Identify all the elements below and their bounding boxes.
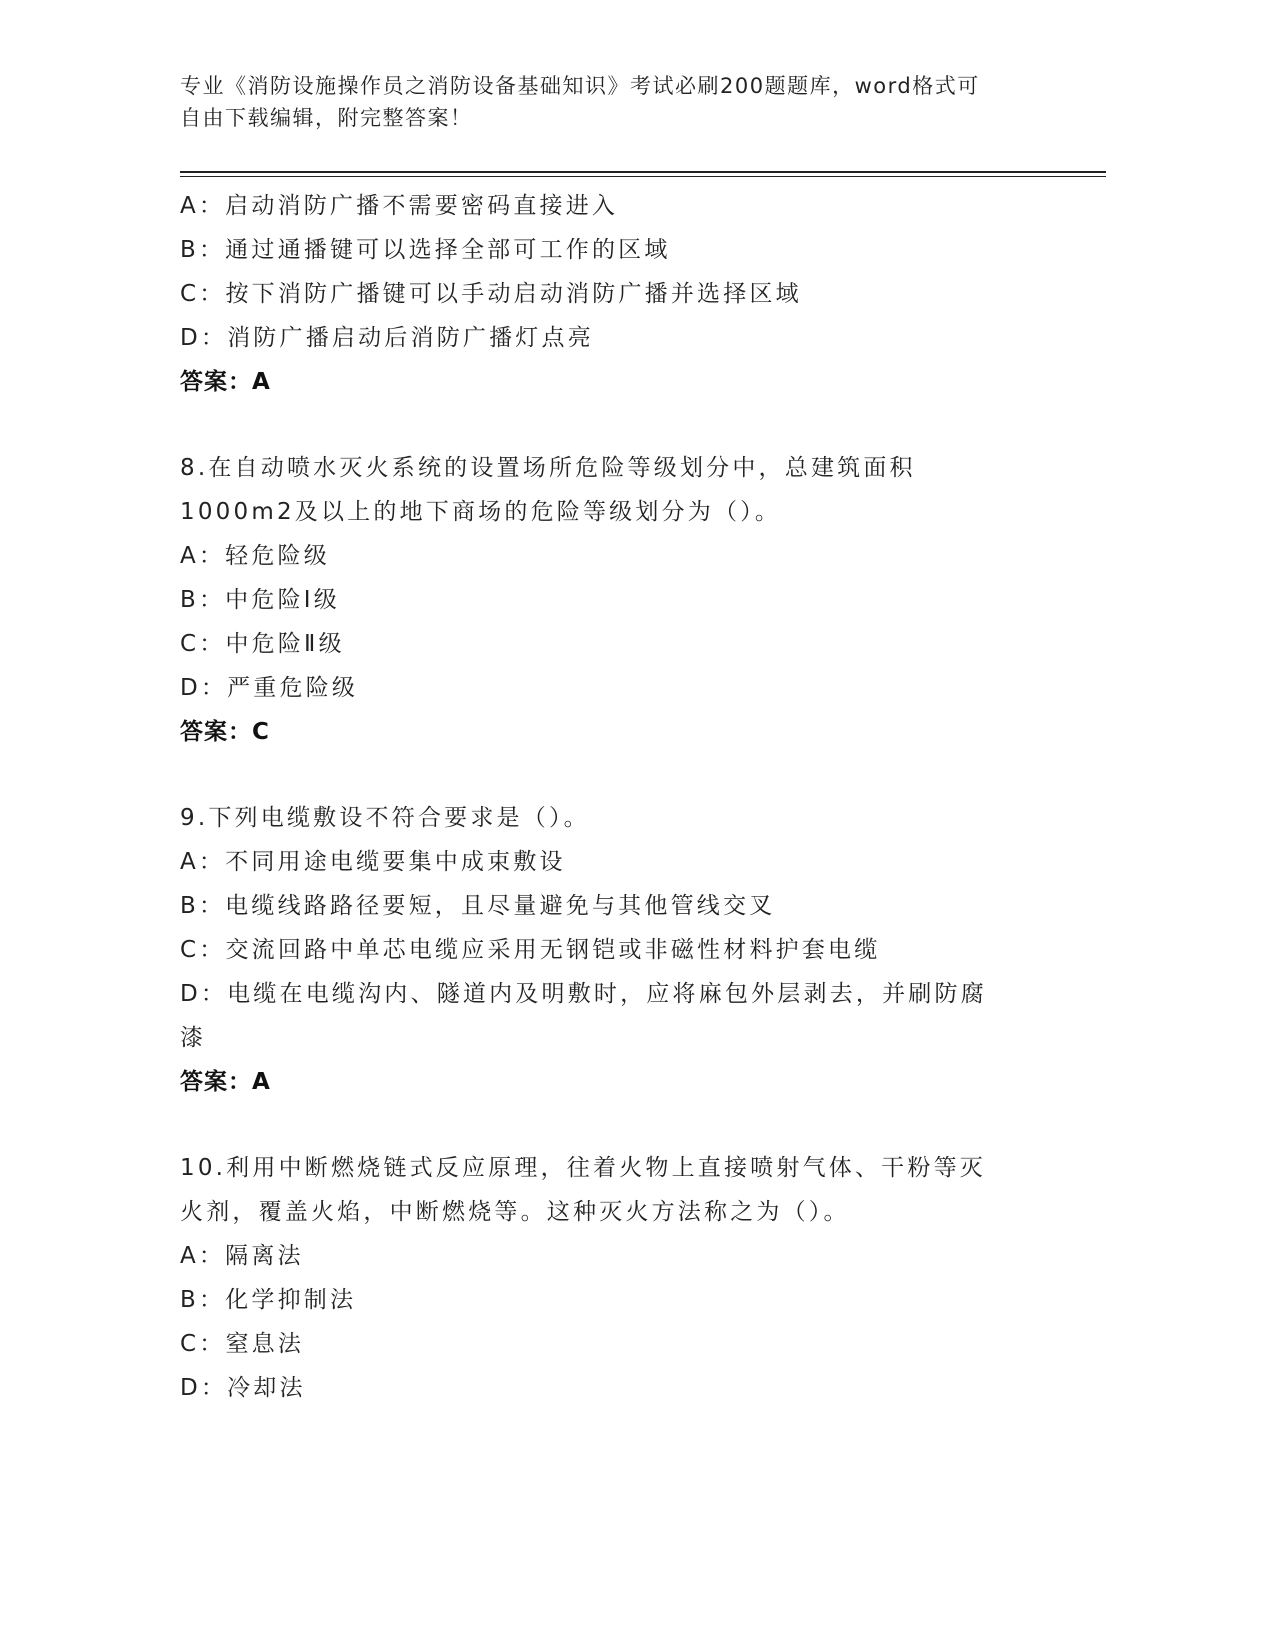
q8-stem-line-2: 1000m2及以上的地下商场的危险等级划分为（）。 <box>180 499 782 525</box>
question-7 <box>180 184 1050 404</box>
q9-answer: 答案：A <box>180 1069 271 1095</box>
q9-option-a: A：不同用途电缆要集中成束敷设 <box>180 849 566 875</box>
q9-option-d-continued: 漆 <box>180 1025 207 1051</box>
question-10 <box>180 1146 1050 1410</box>
q8-option-c: C：中危险Ⅱ级 <box>180 631 345 657</box>
question-8 <box>180 446 1050 754</box>
q8-option-d: D：严重危险级 <box>180 675 359 701</box>
q7-option-a: A：启动消防广播不需要密码直接进入 <box>180 193 619 219</box>
header-divider-thick <box>180 171 1106 173</box>
header-line-2: 自由下载编辑，附完整答案！ <box>180 106 473 130</box>
q8-answer: 答案：C <box>180 719 270 745</box>
q8-option-b: B：中危险Ⅰ级 <box>180 587 340 613</box>
question-9 <box>180 796 1050 1104</box>
q10-option-c: C：窒息法 <box>180 1331 305 1357</box>
q10-option-a: A：隔离法 <box>180 1243 304 1269</box>
q7-option-d: D：消防广播启动后消防广播灯点亮 <box>180 325 594 351</box>
q10-option-b: B：化学抑制法 <box>180 1287 357 1313</box>
document-header <box>180 70 1040 134</box>
q7-option-b: B：通过通播键可以选择全部可工作的区域 <box>180 237 671 263</box>
q8-option-a: A：轻危险级 <box>180 543 330 569</box>
q9-option-b: B：电缆线路路径要短，且尽量避免与其他管线交叉 <box>180 893 776 919</box>
q8-stem-line-1: 8.在自动喷水灭火系统的设置场所危险等级划分中，总建筑面积 <box>180 455 916 481</box>
header-divider-thin <box>180 176 1106 177</box>
q7-option-c: C：按下消防广播键可以手动启动消防广播并选择区域 <box>180 281 802 307</box>
q9-option-c: C：交流回路中单芯电缆应采用无钢铠或非磁性材料护套电缆 <box>180 937 881 963</box>
q7-answer: 答案：A <box>180 369 271 395</box>
header-line-1: 专业《消防设施操作员之消防设备基础知识》考试必刷200题题库，word格式可 <box>180 74 980 98</box>
q9-stem: 9.下列电缆敷设不符合要求是（）。 <box>180 805 590 831</box>
question-list <box>180 184 1050 1410</box>
q10-option-d: D：冷却法 <box>180 1375 306 1401</box>
q10-stem-line-2: 火剂，覆盖火焰，中断燃烧等。这种灭火方法称之为（）。 <box>180 1199 850 1225</box>
q10-stem-line-1: 10.利用中断燃烧链式反应原理，往着火物上直接喷射气体、干粉等灭 <box>180 1155 986 1181</box>
q9-option-d: D：电缆在电缆沟内、隧道内及明敷时，应将麻包外层剥去，并刷防腐 <box>180 981 987 1007</box>
